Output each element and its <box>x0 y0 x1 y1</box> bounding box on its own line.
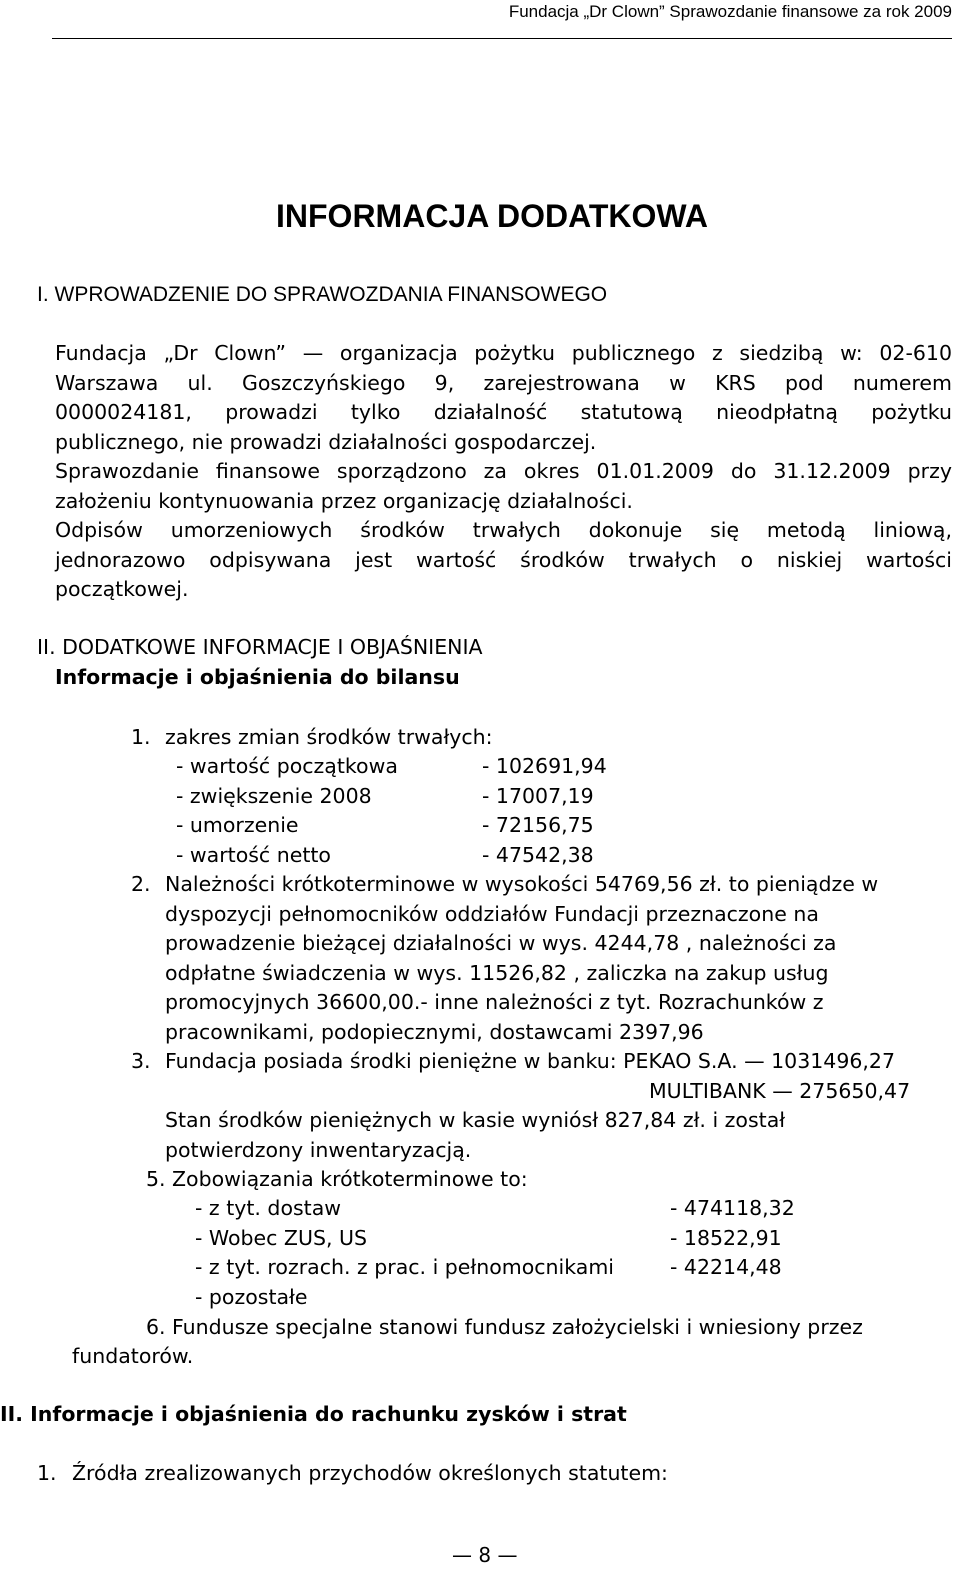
funds-line: Fundusze specjalne stanowi fundusz założycielski i wniesiony przez <box>172 1315 863 1339</box>
liabilities-label: - z tyt. dostaw <box>195 1196 342 1220</box>
fixed-assets-label: - wartość początkowa <box>176 754 398 778</box>
intro-line: 0000024181, prowadzi tylko działalność statutową nieodpłatną pożytku <box>55 400 952 424</box>
fixed-assets-label: - wartość netto <box>176 843 331 867</box>
section-3-heading: II. Informacje i objaśnienia do rachunku zysków i strat <box>0 1402 627 1426</box>
liabilities-label: - z tyt. rozrach. z prac. i pełnomocnikami <box>195 1255 614 1279</box>
fixed-assets-value: - 47542,38 <box>482 843 594 867</box>
section-1-heading: I. WPROWADZENIE DO SPRAWOZDANIA FINANSOWEGO <box>37 283 608 306</box>
depreciation-line: jednorazowo odpisywana jest wartość środków trwałych o niskiej wartości <box>55 547 952 572</box>
cash-line: potwierdzony inwentaryzacją. <box>165 1138 472 1162</box>
receivables-line: odpłatne świadczenia w wys. 11526,82 , zaliczka na zakup usług <box>165 961 829 985</box>
section-3-item-1-text: Źródła zrealizowanych przychodów określonych statutem: <box>72 1461 668 1485</box>
receivables-line: prowadzenie bieżącej działalności w wys. 4244,78 , należności za <box>165 931 837 955</box>
item-6-number: 6. <box>146 1315 166 1339</box>
funds-line: fundatorów. <box>72 1344 194 1368</box>
balance-subheading: Informacje i objaśnienia do bilansu <box>55 665 460 689</box>
page-header: Fundacja „Dr Clown” Sprawozdanie finansowe za rok 2009 <box>508 2 952 21</box>
depreciation-paragraph <box>55 516 952 605</box>
liabilities-value: - 42214,48 <box>670 1255 782 1279</box>
page-number: — 8 — <box>452 1543 518 1567</box>
section-3-item-1-number: 1. <box>37 1461 57 1485</box>
item-5-text: Zobowiązania krótkoterminowe to: <box>172 1167 528 1191</box>
fixed-assets-value: - 72156,75 <box>482 813 594 837</box>
document-title: INFORMACJA DODATKOWA <box>276 198 708 234</box>
period-line: Sprawozdanie finansowe sporządzono za okres 01.01.2009 do 31.12.2009 przy <box>55 459 952 483</box>
receivables-line: dyspozycji pełnomocników oddziałów Fundacji przeznaczone na <box>165 902 819 926</box>
period-line: założeniu kontynuowania przez organizację działalności. <box>55 488 633 513</box>
period-paragraph <box>55 457 952 516</box>
fixed-assets-label: - umorzenie <box>176 813 299 837</box>
intro-line: Warszawa ul. Goszczyńskiego 9, zarejestrowana w KRS pod numerem <box>55 370 952 395</box>
liabilities-label: - pozostałe <box>195 1285 308 1309</box>
liabilities-value: - 18522,91 <box>670 1226 782 1250</box>
receivables-line: Należności krótkoterminowe w wysokości 54769,56 zł. to pieniądze w <box>165 872 879 896</box>
item-1-number: 1. <box>131 725 151 749</box>
item-5-number: 5. <box>146 1167 166 1191</box>
receivables-line: pracownikami, podopiecznymi, dostawcami 2397,96 <box>165 1020 704 1044</box>
liabilities-value: - 474118,32 <box>670 1196 795 1220</box>
fixed-assets-label: - zwiększenie 2008 <box>176 784 372 808</box>
item-2-number: 2. <box>131 872 151 896</box>
depreciation-line: początkowej. <box>55 577 189 601</box>
liabilities-label: - Wobec ZUS, US <box>195 1226 368 1250</box>
depreciation-line: Odpisów umorzeniowych środków trwałych dokonuje się metodą liniową, <box>55 518 952 542</box>
bank-line: Fundacja posiada środki pieniężne w banku: PEKAO S.A. — 1031496,27 <box>165 1049 896 1073</box>
receivables-line: promocyjnych 36600,00.- inne należności z tyt. Rozrachunków z <box>165 990 824 1014</box>
intro-paragraph <box>55 339 952 457</box>
cash-line: Stan środków pieniężnych w kasie wyniósł 827,84 zł. i został <box>165 1108 786 1132</box>
fixed-assets-value: - 17007,19 <box>482 784 594 808</box>
item-1-text: zakres zmian środków trwałych: <box>165 725 493 749</box>
header-rule <box>52 38 952 39</box>
intro-line: Fundacja „Dr Clown” — organizacja pożytku publicznego z siedzibą w: 02-610 <box>55 341 952 365</box>
fixed-assets-value: - 102691,94 <box>482 754 607 778</box>
bank-line: MULTIBANK — 275650,47 <box>649 1079 911 1103</box>
section-2-heading: II. DODATKOWE INFORMACJE I OBJAŚNIENIA <box>37 635 483 659</box>
item-3-number: 3. <box>131 1049 151 1073</box>
intro-line: publicznego, nie prowadzi działalności gospodarczej. <box>55 429 597 454</box>
